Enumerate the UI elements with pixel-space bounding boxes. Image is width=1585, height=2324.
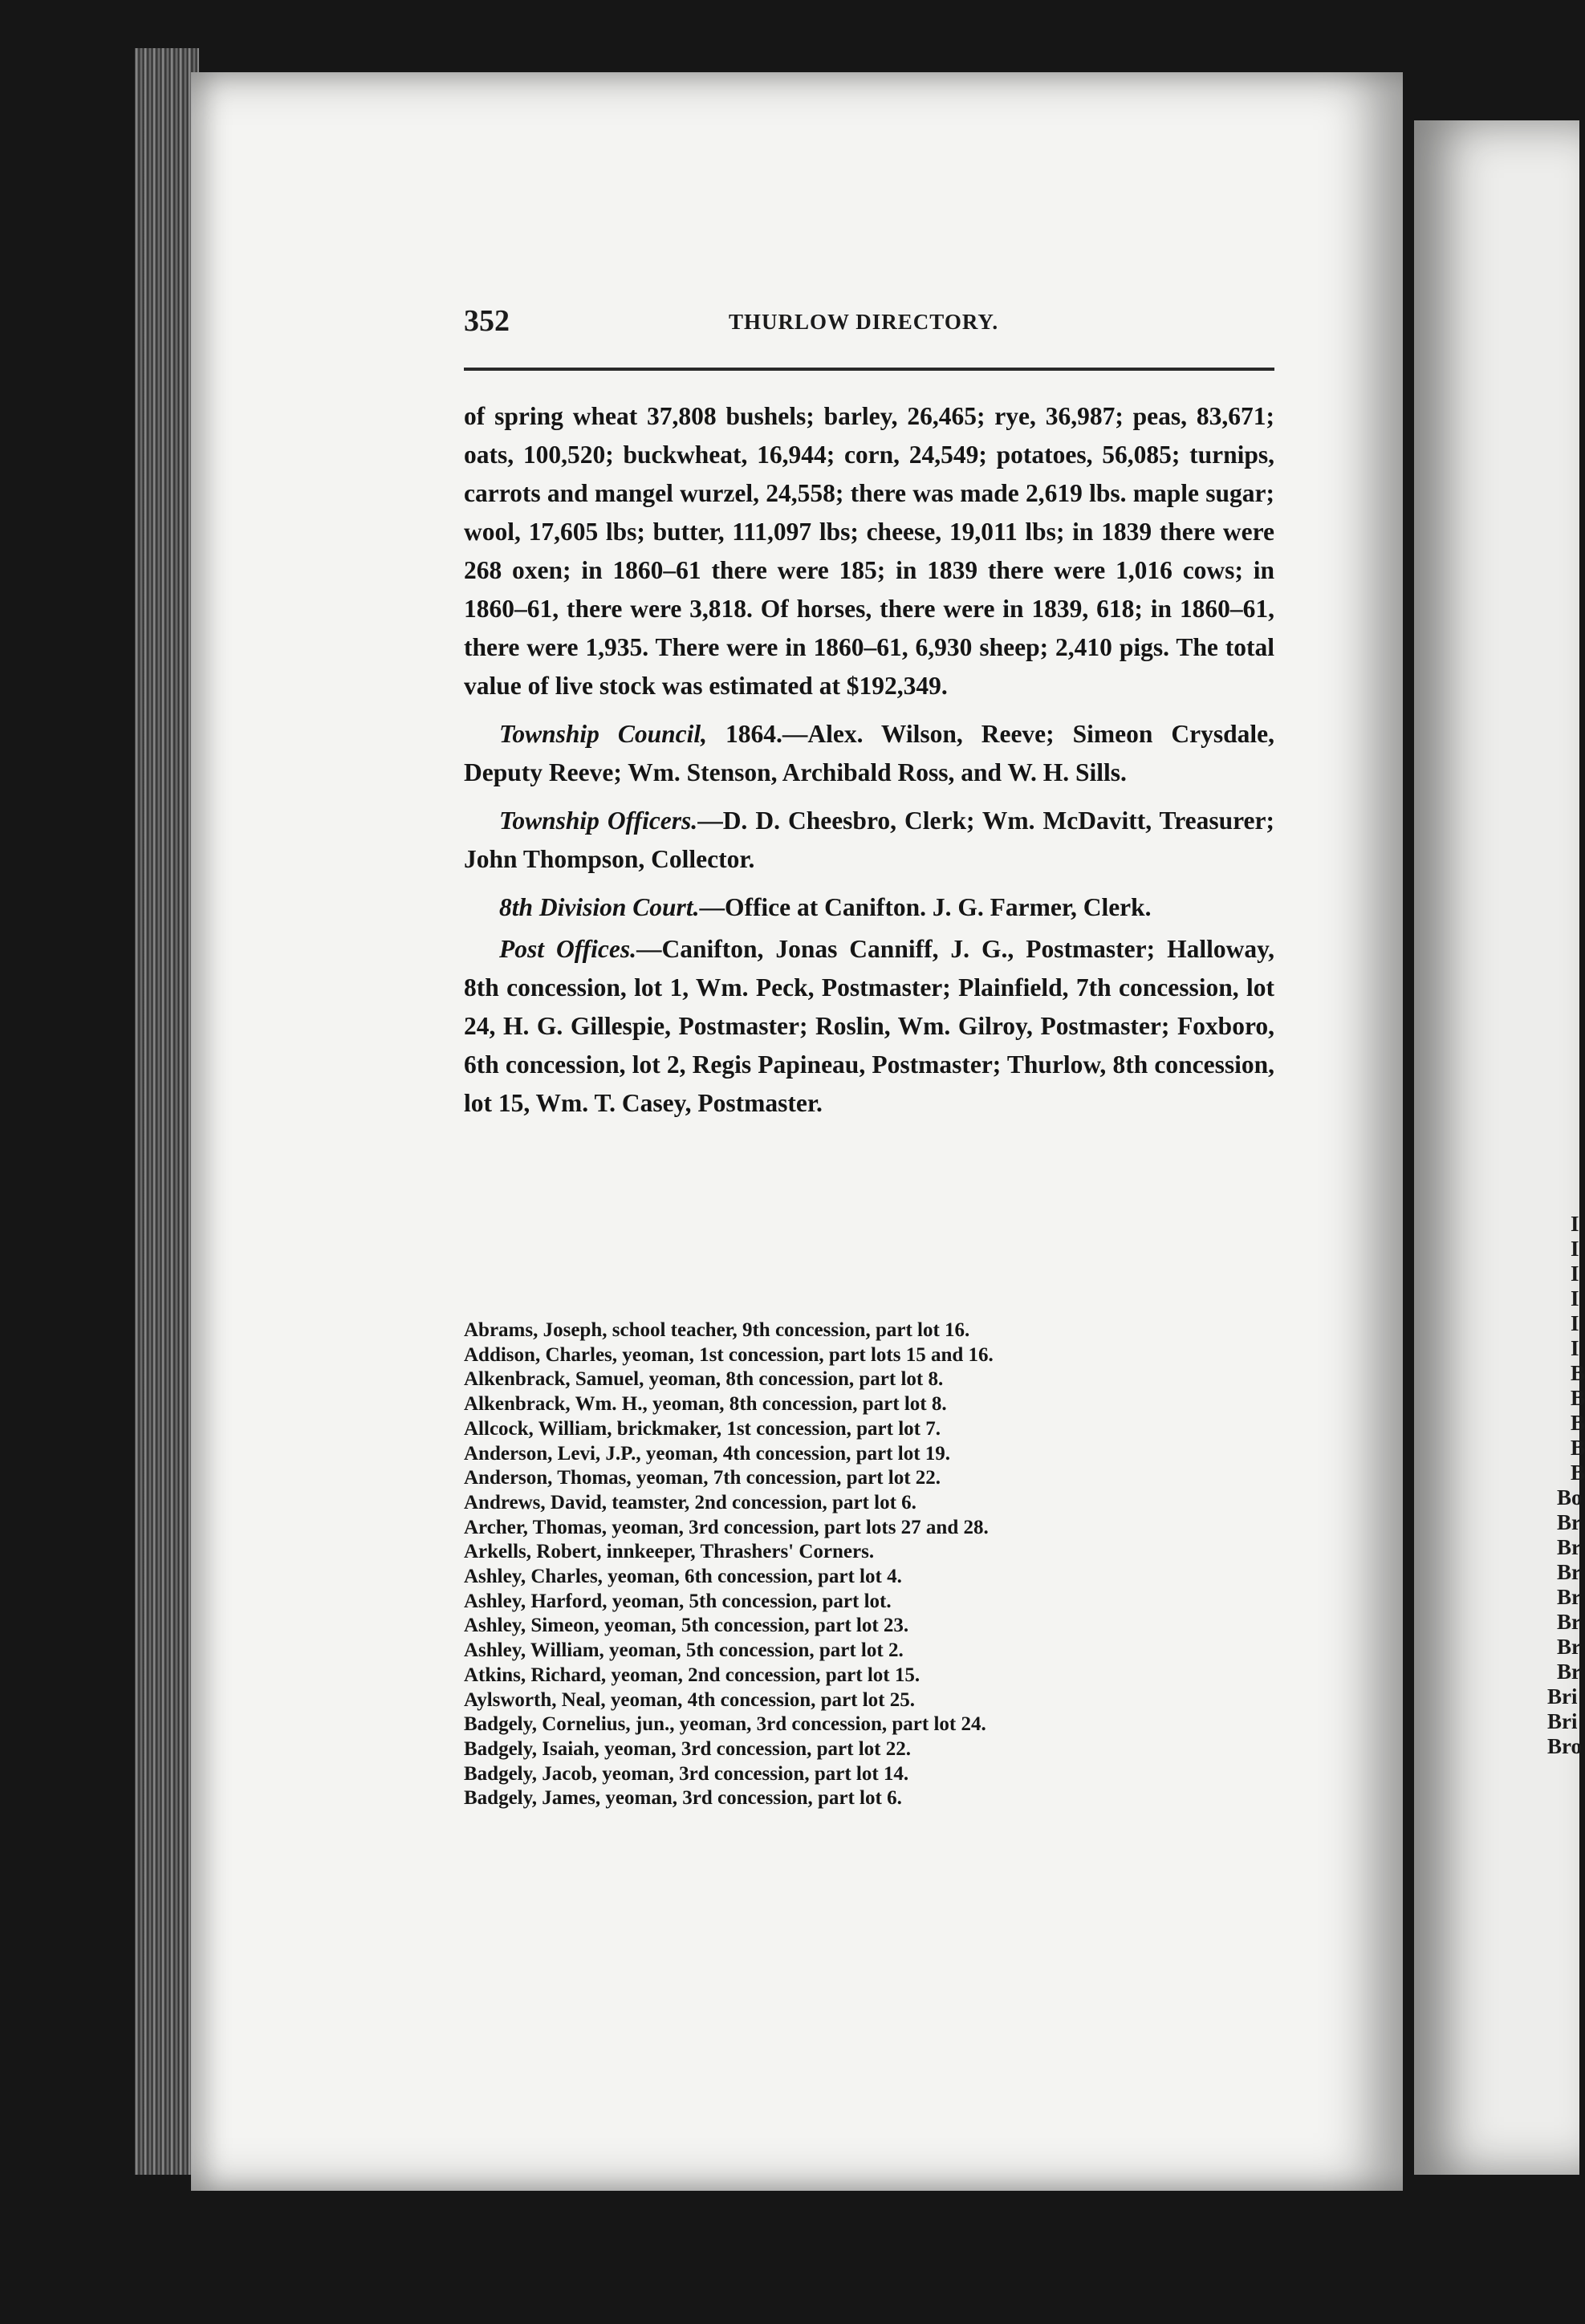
facing-page-fragment: Bro — [1547, 1734, 1583, 1758]
directory-entry: Badgely, Cornelius, jun., yeoman, 3rd concession, part lot 24. — [464, 1713, 986, 1736]
officers-text: —D. D. Cheesbro, Clerk; Wm. McDavitt, Treasurer; John Thompson, Collector. — [464, 806, 1274, 873]
directory-entry: Allcock, William, brickmaker, 1st concession, part lot 7. — [464, 1417, 941, 1440]
post-offices-text: —Canifton, Jonas Canniff, J. G., Postmaster; Halloway, 8th concession, lot 1, Wm. Peck, Postmaster; Plainfield, 7th concession, lot 24, H. G. Gillespie, Postmaster; Roslin, Wm. Gilroy, Postmaster; Foxboro, 6th concession, lot 2, Regis Papineau, Postmaster; Thurlow, 8th concession, lot 15, Wm. T. Casey, Postmaster. — [464, 935, 1274, 1117]
facing-page-fragment: I — [1571, 1212, 1579, 1236]
page-header — [464, 303, 1282, 351]
directory-list — [464, 1318, 1274, 1811]
book-edge — [135, 48, 199, 2175]
facing-page-fragment: Br — [1557, 1560, 1581, 1584]
facing-page-fragment: Bo — [1557, 1485, 1583, 1509]
running-title: THURLOW DIRECTORY. — [729, 310, 999, 334]
facing-page-fragment: B — [1571, 1436, 1585, 1460]
facing-page-fragment: Br — [1557, 1635, 1581, 1659]
paragraph-council — [464, 715, 1274, 792]
facing-page-fragment: Br — [1557, 1660, 1581, 1684]
facing-page-fragment: I — [1571, 1336, 1579, 1360]
directory-entry: Alkenbrack, Wm. H., yeoman, 8th concession, part lot 8. — [464, 1393, 947, 1416]
directory-entry: Abrams, Joseph, school teacher, 9th concession, part lot 16. — [464, 1319, 970, 1341]
facing-page-fragment: Bri — [1547, 1709, 1578, 1733]
paragraph-officers — [464, 802, 1274, 879]
directory-entry: Ashley, William, yeoman, 5th concession, part lot 2. — [464, 1639, 904, 1662]
facing-page-fragment: Bri — [1547, 1684, 1578, 1708]
facing-page-fragment: Br — [1557, 1585, 1581, 1609]
directory-entry: Arkells, Robert, innkeeper, Thrashers' Corners. — [464, 1541, 875, 1563]
facing-page-fragment: Br — [1557, 1610, 1581, 1634]
court-text: —Office at Canifton. J. G. Farmer, Clerk. — [699, 893, 1152, 921]
paragraph-statistics: of spring wheat 37,808 bushels; barley, 26,465; rye, 36,987; peas, 83,671; oats, 100,520; buckwheat, 16,944; corn, 24,549; potatoes, 56,085; turnips, carrots and mangel wurzel, 24,558; there was made 2,619 lbs. maple sugar; wool, 17,605 lbs; butter, 111,097 lbs; cheese, 19,011 lbs; in 1839 there were 268 oxen; in 1860–61 there were 185; in 1839 there were 1,016 cows; in 1860–61, there were 3,818. Of horses, there were in 1839, 618; in 1860–61, there were 1,935. There were in 1860–61, 6,930 sheep; 2,410 pigs. The total value of live stock was estimated at $192,349. — [464, 402, 1274, 700]
facing-page-fragment: B — [1571, 1361, 1585, 1385]
facing-page-fragment: Br — [1557, 1535, 1581, 1559]
post-offices-label: Post Offices. — [499, 935, 636, 963]
facing-page-fragment: I — [1571, 1262, 1579, 1286]
facing-page-fragment: I — [1571, 1286, 1579, 1310]
facing-page-fragment: I — [1571, 1311, 1579, 1335]
directory-entry: Badgely, Jacob, yeoman, 3rd concession, part lot 14. — [464, 1762, 909, 1785]
page-number: 352 — [464, 304, 510, 338]
directory-entry: Archer, Thomas, yeoman, 3rd concession, part lots 27 and 28. — [464, 1516, 989, 1538]
facing-page-fragment: B — [1571, 1411, 1585, 1435]
directory-entry: Atkins, Richard, yeoman, 2nd concession, part lot 15. — [464, 1664, 921, 1686]
facing-page — [1414, 120, 1585, 2175]
facing-page-fragment: B — [1571, 1461, 1585, 1485]
directory-entry: Addison, Charles, yeoman, 1st concession, part lots 15 and 16. — [464, 1343, 994, 1366]
directory-entry: Anderson, Thomas, yeoman, 7th concession, part lot 22. — [464, 1467, 941, 1489]
court-label: 8th Division Court. — [499, 893, 700, 921]
header-rule — [464, 368, 1274, 371]
directory-entry: Alkenbrack, Samuel, yeoman, 8th concession, part lot 8. — [464, 1368, 944, 1391]
directory-entry: Aylsworth, Neal, yeoman, 4th concession, part lot 25. — [464, 1688, 915, 1711]
paragraph-post-offices — [464, 930, 1274, 1123]
directory-entry: Anderson, Levi, J.P., yeoman, 4th concession, part lot 19. — [464, 1442, 951, 1465]
directory-entry: Ashley, Charles, yeoman, 6th concession, part lot 4. — [464, 1566, 902, 1588]
facing-page-fragment: B — [1571, 1386, 1585, 1410]
facing-page-fragment: I — [1571, 1237, 1579, 1261]
council-label: Township Council, — [499, 720, 708, 748]
directory-entry: Ashley, Harford, yeoman, 5th concession, part lot. — [464, 1590, 892, 1612]
body-text — [464, 397, 1274, 1132]
directory-entry: Badgely, James, yeoman, 3rd concession, part lot 6. — [464, 1787, 902, 1810]
directory-entry: Andrews, David, teamster, 2nd concession, part lot 6. — [464, 1491, 916, 1513]
facing-page-fragment: Br — [1557, 1510, 1581, 1534]
directory-entry: Ashley, Simeon, yeoman, 5th concession, part lot 23. — [464, 1615, 909, 1637]
council-text: 1864.—Alex. Wilson, Reeve; Simeon Crysdale, Deputy Reeve; Wm. Stenson, Archibald Ross, and W. H. Sills. — [464, 720, 1274, 786]
officers-label: Township Officers. — [499, 806, 698, 835]
directory-entry: Badgely, Isaiah, yeoman, 3rd concession, part lot 22. — [464, 1737, 911, 1760]
paragraph-court — [464, 888, 1274, 927]
